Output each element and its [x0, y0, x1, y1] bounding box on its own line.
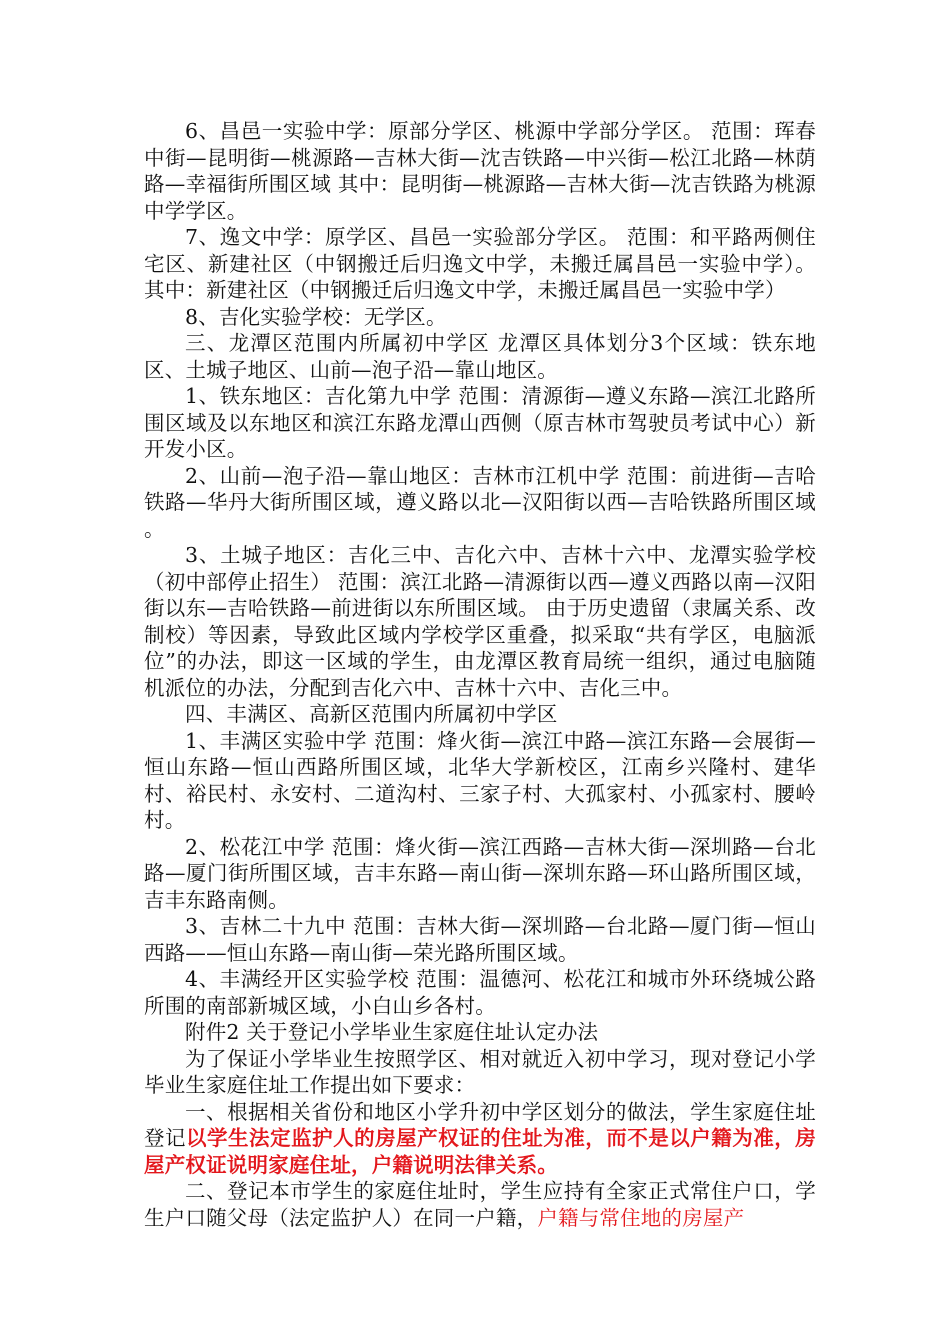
paragraph-tiedong-area: 1、铁东地区：吉化第九中学 范围：清源街—遵义东路—滨江北路所围区域及以东地区和滨江东路龙潭山西侧（原吉林市驾驶员考试中心）新开发小区。 [144, 384, 816, 461]
rule-one-text: 一、根据相关省份和地区小学升初中学区划分的做法，学生家庭住址登记 [144, 1099, 816, 1150]
paragraph-fengman-jingkai: 4、丰满经开区实验学校 范围：温德河、松花江和城市外环绕城公路所围的南部新城区域，小白山乡各村。 [144, 967, 816, 1018]
paragraph-shanqian-area: 2、山前—泡子沿—靠山地区：吉林市江机中学 范围：前进街—吉哈铁路—华丹大街所围区域，遵义路以北—汉阳街以西—吉哈铁路所围区域 。 [144, 463, 816, 541]
section-heading-longtan: 三、龙潭区范围内所属初中学区 龙潭区具体划分3个区域：铁东地区、土城子地区、山前—泡子沿—靠山地区。 [144, 331, 816, 382]
paragraph-rule-one [144, 1099, 816, 1179]
rule-two-text: 二、登记本市学生的家庭住址时，学生应持有全家正式常住户口，学生户口随父母（法定监护人）在同一户籍， [144, 1179, 816, 1230]
paragraph-jilin-29: 3、吉林二十九中 范围：吉林大街—深圳路—台北路—厦门街—恒山西路——恒山东路—南山街—荣光路所围区域。 [144, 914, 816, 965]
paragraph-fengman-shiyan: 1、丰满区实验中学 范围：烽火街—滨江中路—滨江东路—会展街—恒山东路—恒山西路所围区域，北华大学新校区，江南乡兴隆村、建华村、裕民村、永安村、二道沟村、三家子村、大孤家村、小孤家村、腰岭村。 [144, 728, 816, 832]
appendix-2-title: 附件2 关于登记小学毕业生家庭住址认定办法 [185, 1020, 599, 1044]
section-heading-fengman: 四、丰满区、高新区范围内所属初中学区 [185, 702, 558, 726]
paragraph-yiwen-school: 7、逸文中学：原学区、昌邑一实验部分学区。 范围：和平路两侧住宅区、新建社区（中钢搬迁后归逸文中学，未搬迁属昌邑一实验中学）。其中：新建社区（中钢搬迁后归逸文中学，未搬迁属昌邑一实验中学） [144, 225, 816, 302]
rule-two-highlight: 户籍与常住地的房屋产 [537, 1205, 745, 1230]
paragraph-changyi-yishiyan: 6、昌邑一实验中学：原部分学区、桃源中学部分学区。 范围：珲春中街—昆明街—桃源路—吉林大街—沈吉铁路—中兴街—松江北路—林荫路—幸福街所围区域 其中：昆明街—桃源路—吉林大街—沈吉铁路为桃源中学学区。 [144, 119, 816, 223]
paragraph-songhuajiang: 2、松花江中学 范围：烽火街—滨江西路—吉林大街—深圳路—台北路—厦门街所围区域，吉丰东路—南山街—深圳东路—环山路所围区域， 吉丰东路南侧。 [144, 834, 816, 912]
paragraph-jihua-shiyan: 8、吉化实验学校：无学区。 [185, 304, 447, 329]
rule-one-highlight: 以学生法定监护人的房屋产权证的住址为准，而不是以户籍为准，房屋产权证说明家庭住址，户籍说明法律关系。 [144, 1126, 817, 1177]
paragraph-tuchengzi-area: 3、土城子地区：吉化三中、吉化六中、吉林十六中、龙潭实验学校（初中部停止招生） 范围：滨江北路—清源街以西—遵义西路以南—汉阳街以东—吉哈铁路—前进街以东所围区域。 由于历史遗留（隶属关系、改制校）等因素，导致此区域内学校学区重叠，拟采取“共有学区，电脑派位”的办法，即这一区域的学生，由龙潭区教育局统一组织，通过电脑随机派位的办法，分配到吉化六中、吉林十六中、吉化三中。 [144, 543, 816, 700]
document-body [144, 118, 816, 1231]
paragraph-appendix-intro: 为了保证小学毕业生按照学区、相对就近入初中学习，现对登记小学毕业生家庭住址工作提出如下要求： [144, 1046, 816, 1097]
paragraph-rule-two [144, 1178, 816, 1231]
